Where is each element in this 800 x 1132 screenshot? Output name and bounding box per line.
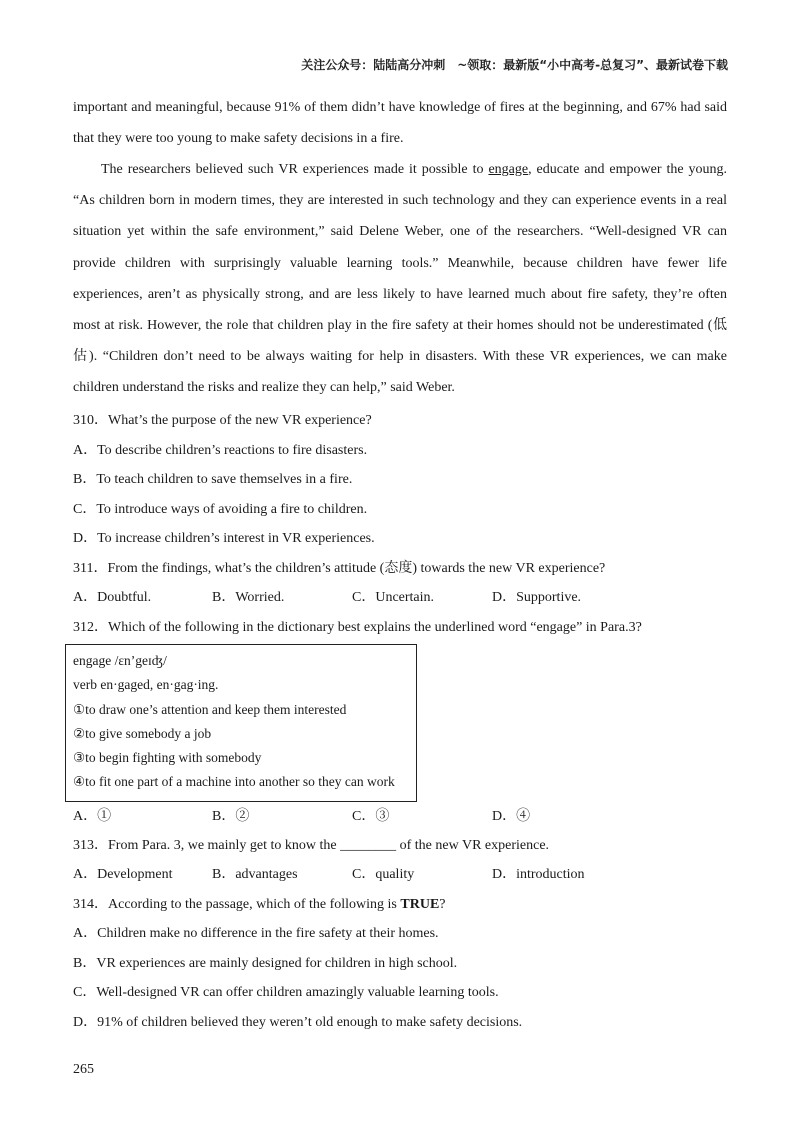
question-310-stem: 310．What’s the purpose of the new VR experience? [73, 413, 372, 428]
question-313-stem: 313．From Para. 3, we mainly get to know the ________ of the new VR experience. [73, 838, 550, 853]
question-314-option-b[interactable]: B．VR experiences are mainly designed for children in high school. [73, 956, 458, 971]
dictionary-headword: engage /ɛn’geɪʤ/ [73, 653, 167, 668]
question-314-option-a[interactable]: A．Children make no difference in the fire safety at their homes. [73, 926, 439, 941]
question-313-option-b[interactable]: B．advantages [212, 867, 298, 882]
question-314-stem-end: ? [439, 897, 446, 912]
dictionary-sense-3: ③to begin fighting with somebody [73, 750, 262, 766]
question-314-option-c[interactable]: C．Well-designed VR can offer children amazingly valuable learning tools. [73, 985, 499, 1000]
page-header: 关注公众号：陆陆高分冲刺 ~领取：最新版“小中高考-总复习”、最新试卷下载 [301, 58, 728, 72]
passage-line: experiences, aren’t as physically strong, and are less likely to have learned much about fire safety, they’re often [73, 286, 727, 302]
passage-line: 估). “Children don’t need to be always waiting for help in disasters. With these VR experiences, we can make [73, 349, 727, 365]
question-311-stem: 311．From the findings, what’s the children’s attitude (态度) towards the new VR experience? [73, 561, 606, 576]
question-312-option-a[interactable]: A．① [73, 809, 112, 824]
underlined-word-engage: engage [488, 162, 529, 177]
question-310-option-a[interactable]: A．To describe children’s reactions to fire disasters. [73, 443, 368, 458]
question-313-option-d[interactable]: D．introduction [492, 867, 585, 882]
passage-line [73, 154, 727, 185]
question-314-emphasis: TRUE [400, 897, 440, 912]
passage-text: , educate and empower the young. [528, 162, 727, 177]
question-312-option-d[interactable]: D．④ [492, 809, 531, 824]
question-310-option-d[interactable]: D．To increase children’s interest in VR experiences. [73, 531, 375, 546]
question-311-option-c[interactable]: C．Uncertain. [352, 590, 435, 605]
question-312-option-b[interactable]: B．② [212, 809, 250, 824]
question-311-option-a[interactable]: A．Doubtful. [73, 590, 152, 605]
question-310-option-c[interactable]: C．To introduce ways of avoiding a fire to children. [73, 502, 368, 517]
passage-line: provide children with surprisingly valuable learning tools.” Meanwhile, because children have fewer life [73, 255, 727, 271]
question-311-option-d[interactable]: D．Supportive. [492, 590, 582, 605]
passage-line: situation yet within the safe environment,” said Delene Weber, one of the researchers. “Well-designed VR can [73, 224, 727, 240]
passage-line: “As children born in modern times, they are interested in such technology and they can experience events in a real [73, 193, 727, 209]
passage-line: important and meaningful, because 91% of them didn’t have knowledge of fires at the beginning, and 67% had said [73, 100, 727, 115]
passage-paragraph-1 [73, 92, 727, 154]
dictionary-sense-2: ②to give somebody a job [73, 725, 212, 741]
passage-line: that they were too young to make safety decisions in a fire. [73, 131, 404, 147]
question-312-stem: 312．Which of the following in the dictionary best explains the underlined word “engage” in Para.3? [73, 620, 642, 635]
passage-paragraph-2 [73, 154, 727, 404]
question-310-option-b[interactable]: B．To teach children to save themselves in a fire. [73, 472, 353, 487]
question-312-option-c[interactable]: C．③ [352, 809, 390, 824]
question-314-stem-text: 314．According to the passage, which of the following is [73, 897, 401, 912]
question-311-option-b[interactable]: B．Worried. [212, 590, 285, 605]
page-number: 265 [73, 1062, 94, 1077]
dictionary-sense-4: ④to fit one part of a machine into another so they can work [73, 774, 395, 790]
question-314-option-d[interactable]: D．91% of children believed they weren’t old enough to make safety decisions. [73, 1015, 523, 1030]
passage-line: most at risk. However, the role that children play in the fire safety at their homes should not be underestimated (低 [73, 317, 727, 333]
passage-line: children understand the risks and realize they can help,” said Weber. [73, 380, 455, 396]
question-313-option-c[interactable]: C．quality [352, 867, 415, 882]
question-313-option-a[interactable]: A．Development [73, 867, 173, 882]
passage-text: The researchers believed such VR experiences made it possible to [101, 162, 489, 177]
dictionary-entry-box [65, 644, 417, 802]
dictionary-sense-1: ①to draw one’s attention and keep them interested [73, 701, 347, 717]
question-314-stem [73, 893, 446, 913]
dictionary-inflections: verb en·gaged, en·gag·ing. [73, 677, 219, 693]
